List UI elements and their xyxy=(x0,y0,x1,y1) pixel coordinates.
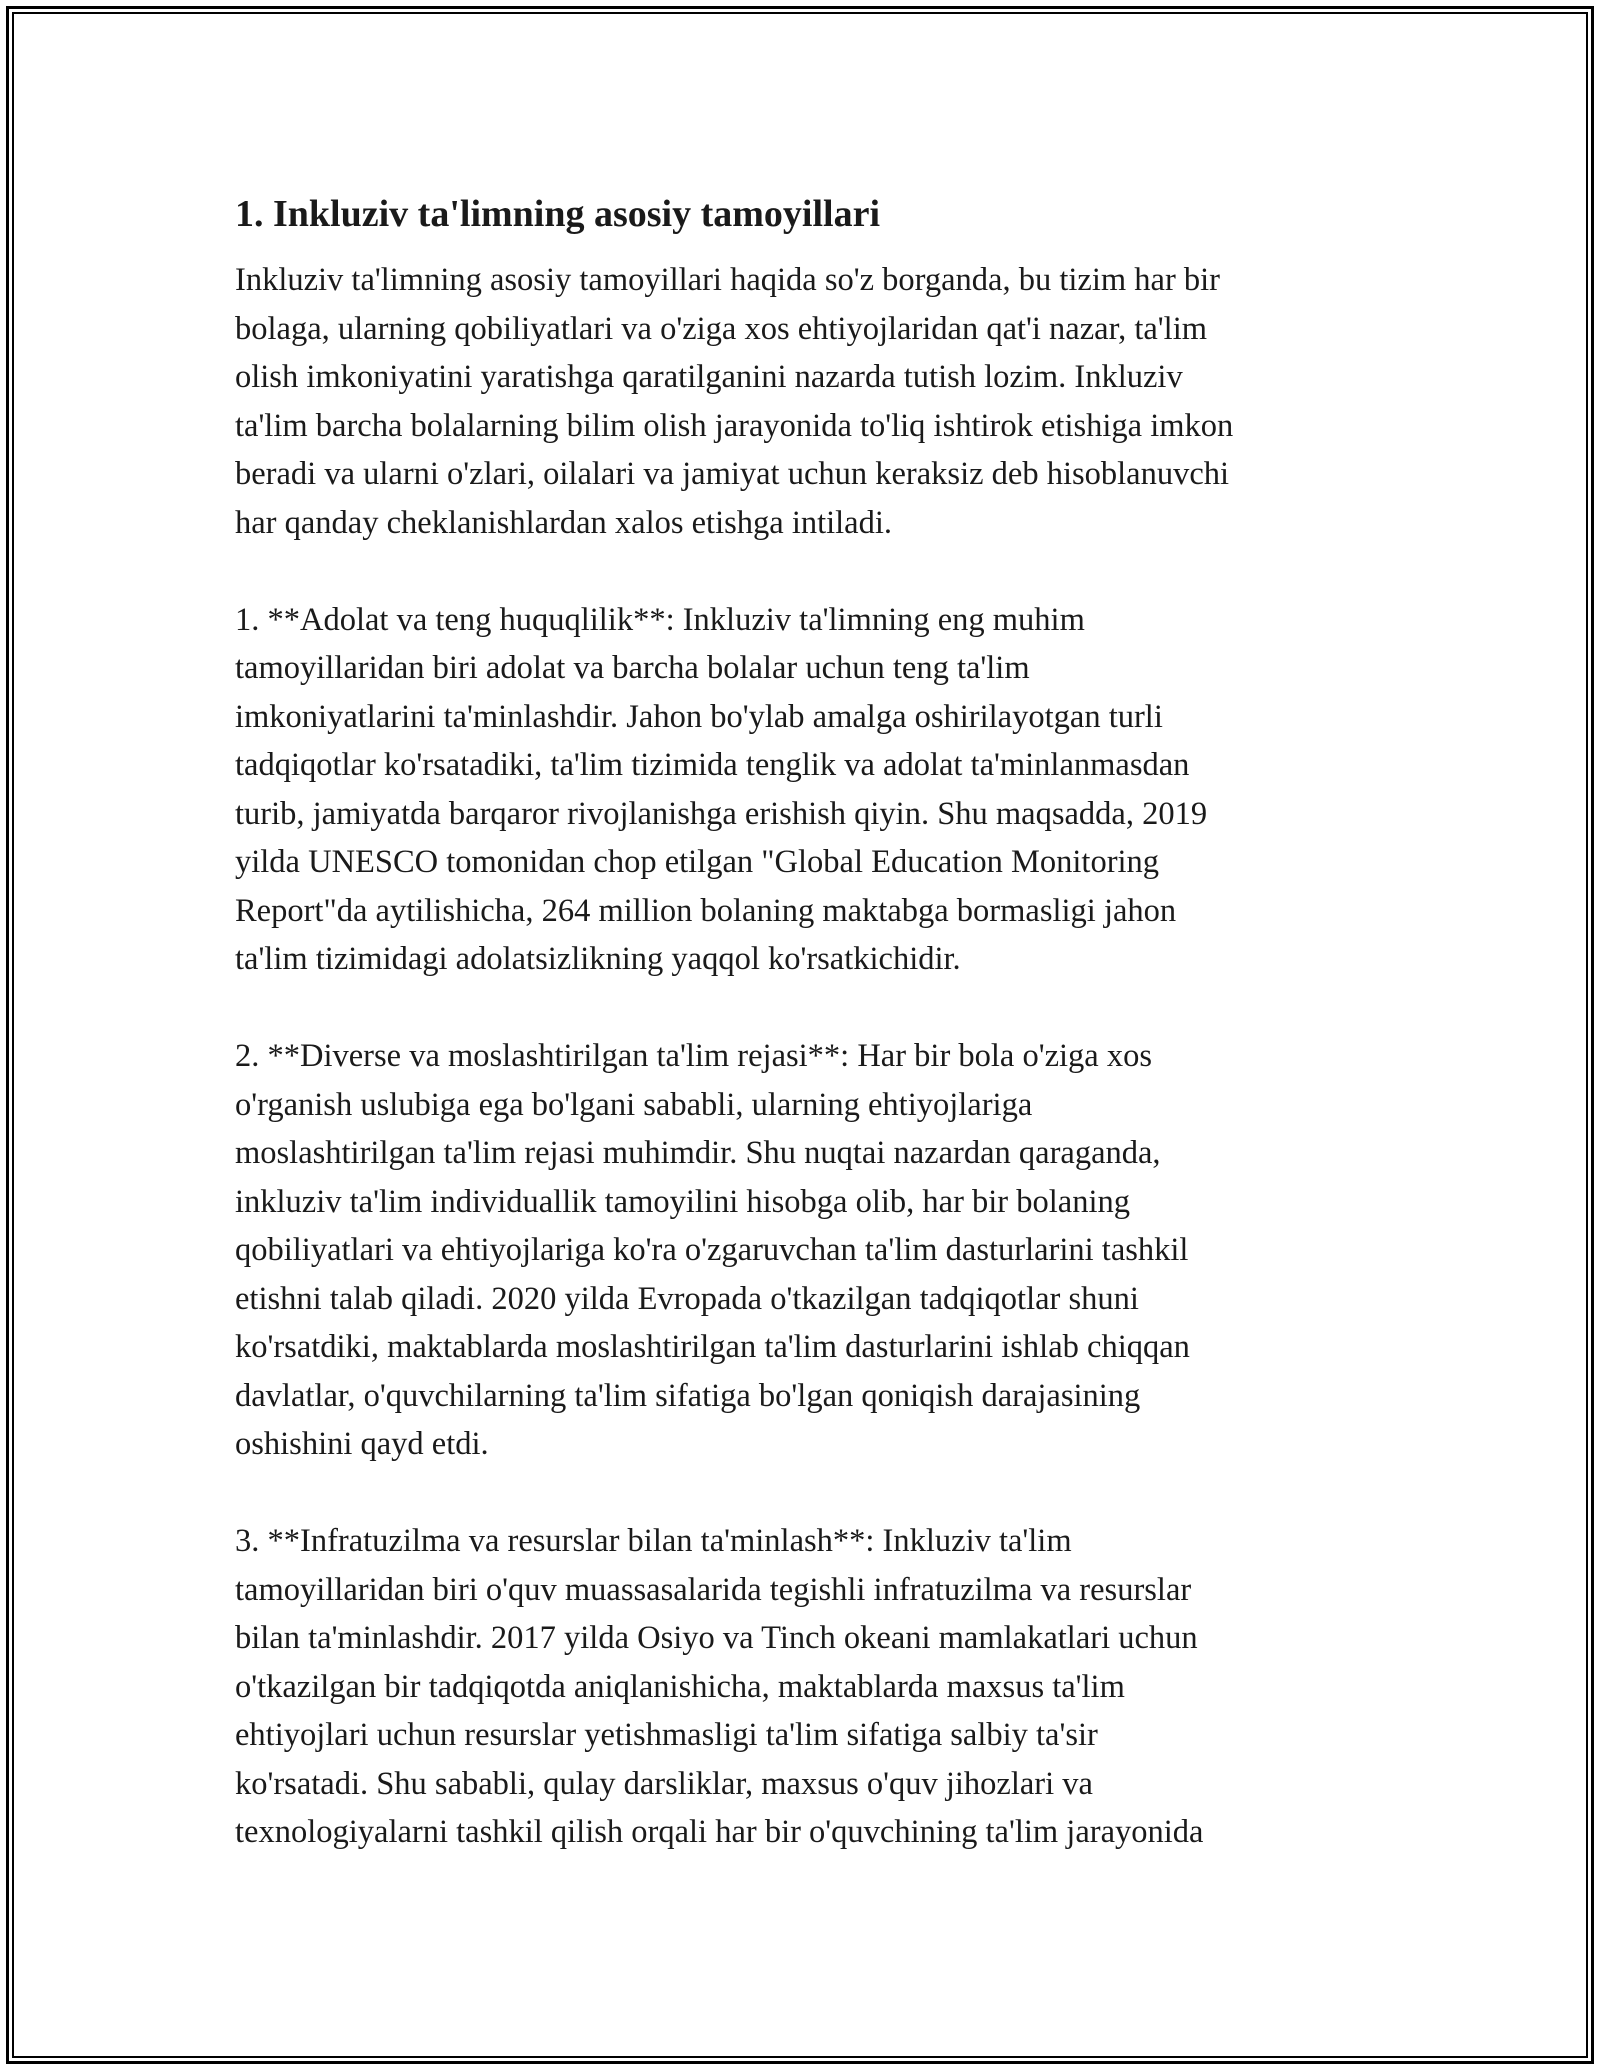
document-body xyxy=(235,180,1365,1905)
intro-paragraph: Inkluziv ta'limning asosiy tamoyillari haqida so'z borganda, bu tizim har bir bolaga, ularning qobiliyatlari va o'ziga xos ehtiyojlaridan qat'i nazar, ta'lim olish imkoniyatini yaratishga qaratilganini nazarda tutish lozim. Inkluziv ta'lim barcha bolalarning bilim olish jarayonida to'liq ishtirok etishiga imkon beradi va ularni o'zlari, oilalari va jamiyat uchun keraksiz deb hisoblanuvchi har qanday cheklanishlardan xalos etishga intiladi. xyxy=(235,262,1234,541)
principle-3-paragraph: 3. **Infratuzilma va resurslar bilan ta'minlash**: Inkluziv ta'lim tamoyillaridan biri o'quv muassasalarida tegishli infratuzilma va resurslar bilan ta'minlashdir. 2017 yilda Osiyo va Tinch okeani mamlakatlari uchun o'tkazilgan bir tadqiqotda aniqlanishicha, maktablarda maxsus ta'lim ehtiyojlari uchun resurslar yetishmasligi ta'lim sifatiga salbiy ta'sir ko'rsatadi. Shu sababli, qulay darsliklar, maxsus o'quv jihozlari va texnologiyalarni tashkil qilish orqali har bir o'quvchining ta'lim jarayonida xyxy=(235,1523,1204,1850)
principle-1-paragraph: 1. **Adolat va teng huquqlilik**: Inkluziv ta'limning eng muhim tamoyillaridan biri adolat va barcha bolalar uchun teng ta'lim imkoniyatlarini ta'minlashdir. Jahon bo'ylab amalga oshirilayotgan turli tadqiqotlar ko'rsatadiki, ta'lim tizimida tenglik va adolat ta'minlanmasdan turib, jamiyatda barqaror rivojlanishga erishish qiyin. Shu maqsadda, 2019 yilda UNESCO tomonidan chop etilgan "Global Education Monitoring Report"da aytilishicha, 264 million bolaning maktabga bormasligi jahon ta'lim tizimidagi adolatsizlikning yaqqol ko'rsatkichidir. xyxy=(235,601,1208,977)
section-heading: 1. Inkluziv ta'limning asosiy tamoyillari xyxy=(235,193,881,235)
principle-2-paragraph: 2. **Diverse va moslashtirilgan ta'lim rejasi**: Har bir bola o'ziga xos o'rganish uslubiga ega bo'lgani sababli, ularning ehtiyojlariga moslashtirilgan ta'lim rejasi muhimdir. Shu nuqtai nazardan qaraganda, inkluziv ta'lim individuallik tamoyilini hisobga olib, har bir bolaning qobiliyatlari va ehtiyojlariga ko'ra o'zgaruvchan ta'lim dasturlarini tashkil etishni talab qiladi. 2020 yilda Evropada o'tkazilgan tadqiqotlar shuni ko'rsatdiki, maktablarda moslashtirilgan ta'lim dasturlarini ishlab chiqqan davlatlar, o'quvchilarning ta'lim sifatiga bo'lgan qoniqish darajasining oshishini qayd etdi. xyxy=(235,1038,1190,1462)
